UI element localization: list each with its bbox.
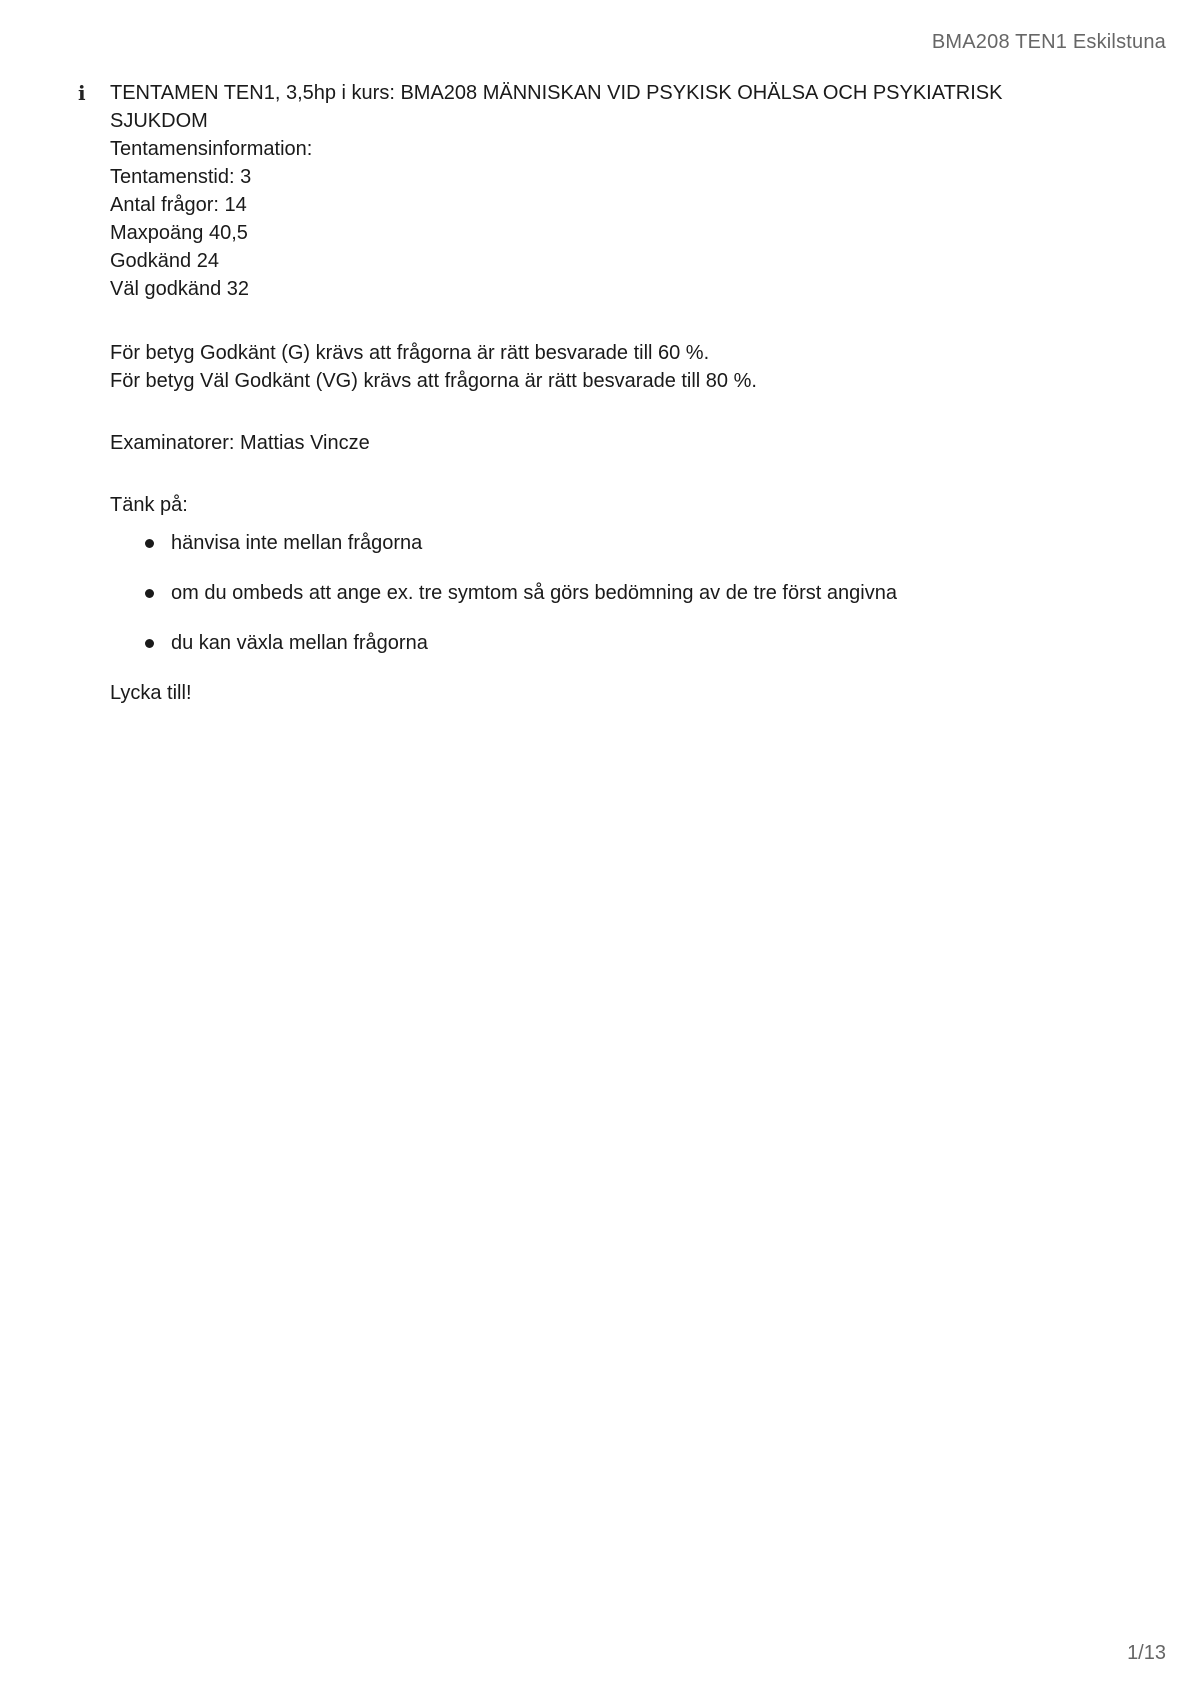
list-item xyxy=(145,629,1010,657)
list-item xyxy=(145,579,1010,607)
bullet-icon xyxy=(145,589,154,598)
spacer xyxy=(110,395,1010,429)
exam-info-block xyxy=(78,79,1128,707)
exam-info-row xyxy=(78,79,1128,707)
max-points: Maxpoäng 40,5 xyxy=(110,222,248,244)
info-heading: Tentamensinformation: xyxy=(110,138,313,160)
pass-threshold: Godkänd 24 xyxy=(110,250,219,272)
bullet-icon xyxy=(145,639,154,648)
exam-duration: Tentamenstid: 3 xyxy=(110,166,252,188)
tip-text: du kan växla mellan frågorna xyxy=(171,632,428,654)
spacer xyxy=(110,303,1010,339)
tip-text: hänvisa inte mellan frågorna xyxy=(171,532,423,554)
tips-list xyxy=(110,529,1010,657)
examiners: Examinatorer: Mattias Vincze xyxy=(110,432,370,454)
info-icon: i xyxy=(78,81,86,105)
list-item xyxy=(145,529,1010,557)
grade-vg-requirement: För betyg Väl Godkänt (VG) krävs att frågorna är rätt besvarade till 80 %. xyxy=(110,370,757,392)
distinction-threshold: Väl godkänd 32 xyxy=(110,278,250,300)
closing-message: Lycka till! xyxy=(110,682,192,704)
page-number: 1/13 xyxy=(1127,1642,1166,1664)
exam-info-text xyxy=(110,79,1010,707)
exam-title: TENTAMEN TEN1, 3,5hp i kurs: BMA208 MÄNNISKAN VID PSYKISK OHÄLSA OCH PSYKIATRISK SJUKDOM xyxy=(110,82,1003,132)
bullet-icon xyxy=(145,539,154,548)
question-count: Antal frågor: 14 xyxy=(110,194,247,216)
think-heading: Tänk på: xyxy=(110,494,188,516)
tip-text: om du ombeds att ange ex. tre symtom så görs bedömning av de tre först angivna xyxy=(171,582,897,604)
document-header-label: BMA208 TEN1 Eskilstuna xyxy=(931,31,1166,53)
grade-g-requirement: För betyg Godkänt (G) krävs att frågorna är rätt besvarade till 60 %. xyxy=(110,342,710,364)
spacer xyxy=(110,457,1010,491)
